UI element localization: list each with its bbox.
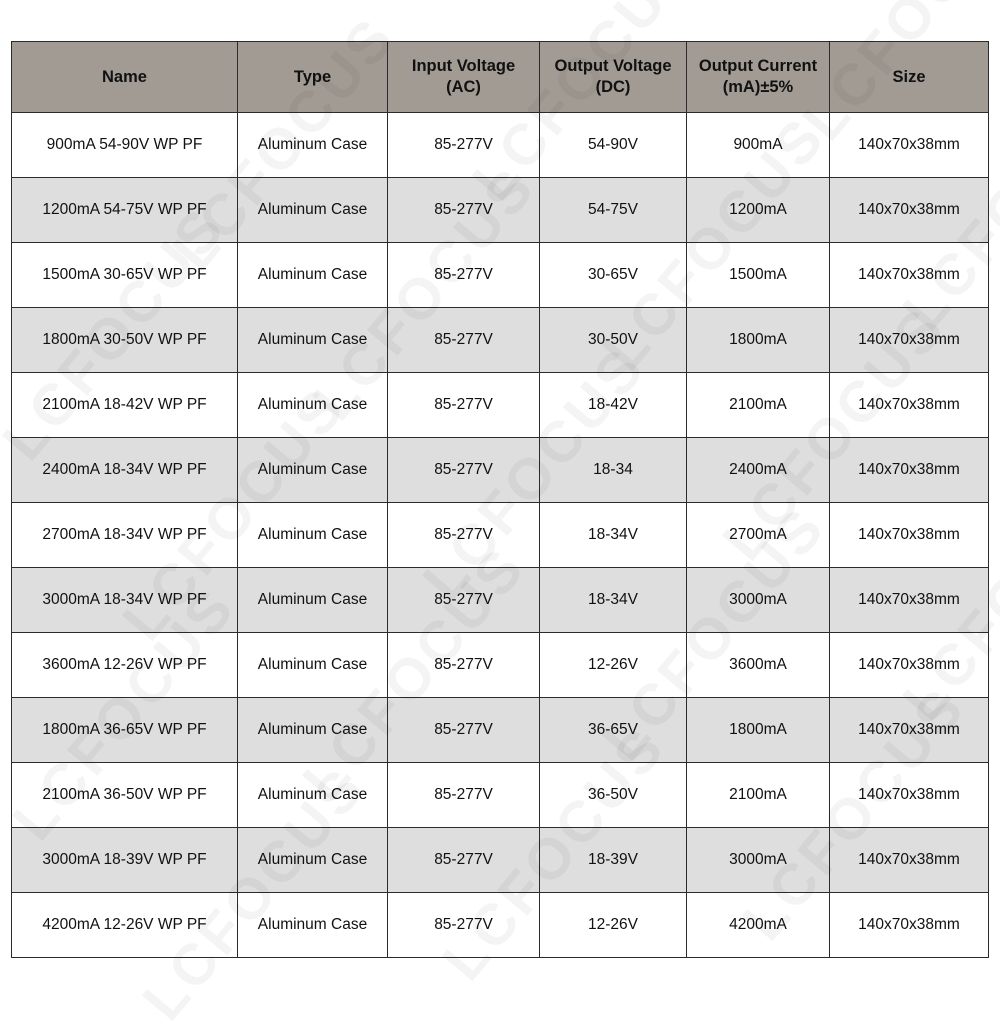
cell-output-voltage: 54-90V [540,113,687,178]
cell-input-voltage: 85-277V [388,893,540,958]
cell-output-current: 4200mA [687,893,830,958]
cell-size: 140x70x38mm [830,178,989,243]
header-output-voltage [540,42,687,113]
cell-name: 3000mA 18-39V WP PF [12,828,238,893]
table-row [12,308,989,373]
cell-size: 140x70x38mm [830,568,989,633]
header-input-voltage [388,42,540,113]
table-row [12,893,989,958]
cell-output-voltage: 12-26V [540,893,687,958]
cell-input-voltage: 85-277V [388,308,540,373]
cell-size: 140x70x38mm [830,373,989,438]
cell-output-current: 1800mA [687,308,830,373]
table-row [12,698,989,763]
header-name: Name [12,42,238,113]
cell-output-current: 3600mA [687,633,830,698]
cell-name: 4200mA 12-26V WP PF [12,893,238,958]
cell-output-voltage: 54-75V [540,178,687,243]
cell-size: 140x70x38mm [830,113,989,178]
cell-output-voltage: 30-65V [540,243,687,308]
cell-size: 140x70x38mm [830,438,989,503]
cell-size: 140x70x38mm [830,633,989,698]
cell-output-voltage: 36-65V [540,698,687,763]
cell-name: 1200mA 54-75V WP PF [12,178,238,243]
cell-output-voltage: 18-34V [540,568,687,633]
cell-type: Aluminum Case [238,763,388,828]
table-header [12,42,989,113]
cell-input-voltage: 85-277V [388,763,540,828]
cell-input-voltage: 85-277V [388,698,540,763]
cell-type: Aluminum Case [238,633,388,698]
cell-output-voltage: 30-50V [540,308,687,373]
table-row [12,763,989,828]
table-row [12,438,989,503]
cell-size: 140x70x38mm [830,503,989,568]
cell-name: 2700mA 18-34V WP PF [12,503,238,568]
header-input-voltage-line1: Input Voltage [411,57,516,75]
cell-output-voltage: 36-50V [540,763,687,828]
table-row [12,178,989,243]
cell-type: Aluminum Case [238,503,388,568]
cell-output-voltage: 18-39V [540,828,687,893]
cell-output-voltage: 18-34V [540,503,687,568]
cell-output-current: 1500mA [687,243,830,308]
cell-name: 2100mA 18-42V WP PF [12,373,238,438]
cell-output-current: 1200mA [687,178,830,243]
cell-input-voltage: 85-277V [388,503,540,568]
table-row [12,503,989,568]
cell-output-current: 2100mA [687,763,830,828]
header-type: Type [238,42,388,113]
cell-name: 2400mA 18-34V WP PF [12,438,238,503]
table-row [12,113,989,178]
cell-name: 3000mA 18-34V WP PF [12,568,238,633]
cell-input-voltage: 85-277V [388,438,540,503]
header-output-voltage-line2: (DC) [595,78,631,96]
header-input-voltage-line2: (AC) [446,78,481,96]
cell-type: Aluminum Case [238,893,388,958]
cell-name: 1500mA 30-65V WP PF [12,243,238,308]
cell-size: 140x70x38mm [830,893,989,958]
cell-name: 900mA 54-90V WP PF [12,113,238,178]
cell-output-current: 900mA [687,113,830,178]
cell-output-voltage: 12-26V [540,633,687,698]
cell-input-voltage: 85-277V [388,178,540,243]
cell-output-current: 3000mA [687,568,830,633]
cell-output-voltage: 18-42V [540,373,687,438]
table-row [12,633,989,698]
table-row [12,373,989,438]
header-size: Size [830,42,989,113]
cell-input-voltage: 85-277V [388,373,540,438]
cell-type: Aluminum Case [238,373,388,438]
cell-type: Aluminum Case [238,243,388,308]
cell-name: 3600mA 12-26V WP PF [12,633,238,698]
cell-input-voltage: 85-277V [388,568,540,633]
cell-type: Aluminum Case [238,308,388,373]
header-output-current-line2: (mA)±5% [722,78,794,96]
cell-input-voltage: 85-277V [388,243,540,308]
cell-name: 1800mA 36-65V WP PF [12,698,238,763]
header-output-current [687,42,830,113]
cell-type: Aluminum Case [238,698,388,763]
header-row [12,42,989,113]
cell-size: 140x70x38mm [830,243,989,308]
cell-type: Aluminum Case [238,178,388,243]
spec-table [11,41,989,958]
cell-output-current: 2700mA [687,503,830,568]
cell-name: 2100mA 36-50V WP PF [12,763,238,828]
table-row [12,828,989,893]
cell-type: Aluminum Case [238,438,388,503]
cell-output-voltage: 18-34 [540,438,687,503]
table-row [12,568,989,633]
cell-type: Aluminum Case [238,568,388,633]
cell-output-current: 2400mA [687,438,830,503]
cell-size: 140x70x38mm [830,763,989,828]
cell-output-current: 3000mA [687,828,830,893]
header-output-current-line1: Output Current [698,57,818,75]
header-output-voltage-line1: Output Voltage [554,57,672,75]
table-row [12,243,989,308]
cell-type: Aluminum Case [238,113,388,178]
cell-input-voltage: 85-277V [388,633,540,698]
cell-output-current: 1800mA [687,698,830,763]
cell-size: 140x70x38mm [830,828,989,893]
cell-name: 1800mA 30-50V WP PF [12,308,238,373]
cell-output-current: 2100mA [687,373,830,438]
cell-size: 140x70x38mm [830,308,989,373]
cell-input-voltage: 85-277V [388,828,540,893]
cell-type: Aluminum Case [238,828,388,893]
cell-input-voltage: 85-277V [388,113,540,178]
cell-size: 140x70x38mm [830,698,989,763]
table-body [12,113,989,958]
